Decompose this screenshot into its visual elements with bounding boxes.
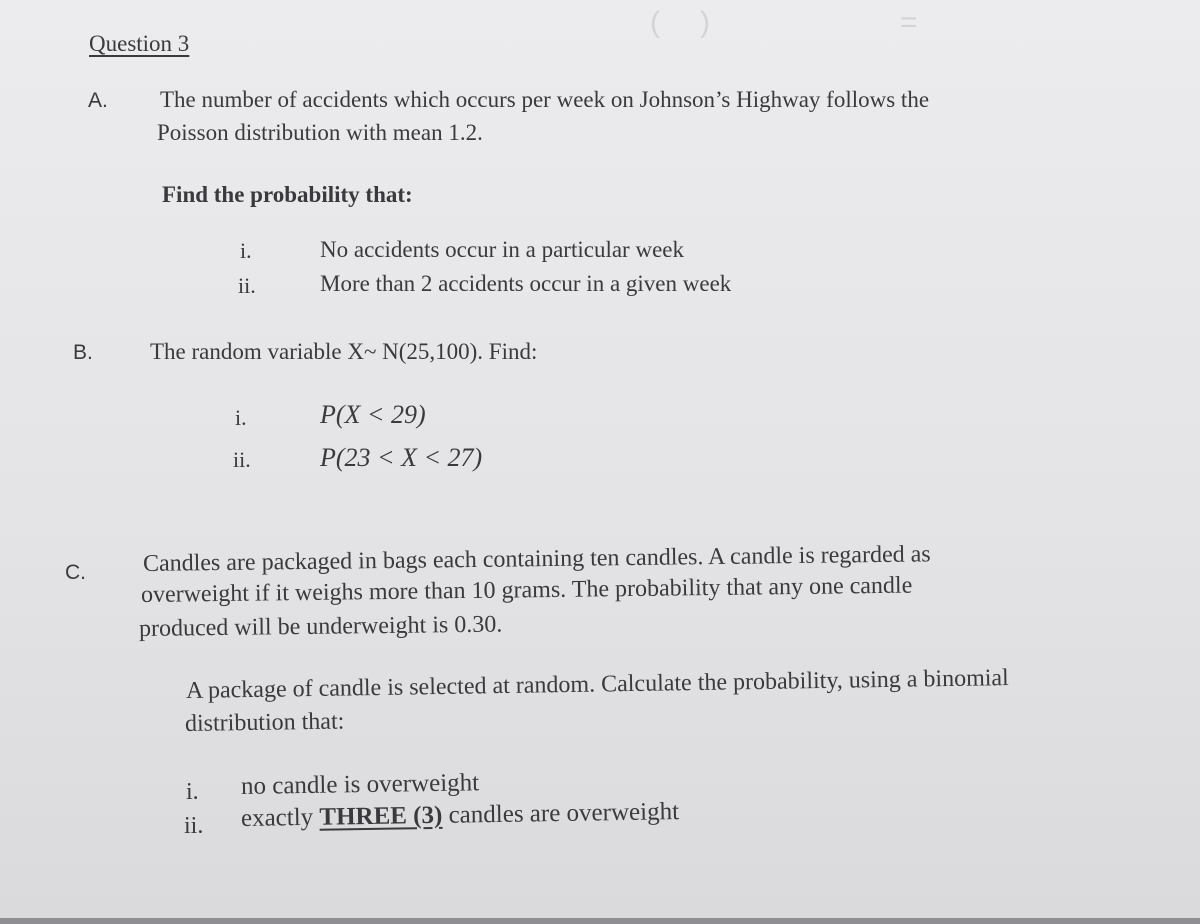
part-b-item-2-number: ii. bbox=[233, 447, 251, 472]
faint-mark: ) bbox=[700, 6, 710, 39]
part-c-line-1: Candles are packaged in bags each containing ten candles. A candle is regarded as bbox=[142, 541, 931, 577]
part-a-instruction: Find the probability that: bbox=[162, 182, 413, 207]
part-c-item-1-number: i. bbox=[186, 779, 199, 805]
part-a-line-1: The number of accidents which occurs per week on Johnson’s Highway follows the bbox=[160, 87, 930, 112]
part-c-letter: C. bbox=[65, 561, 86, 584]
part-a-line-2: Poisson distribution with mean 1.2. bbox=[157, 120, 483, 145]
part-c-item-2-emphasis: THREE (3) bbox=[319, 801, 443, 831]
part-c-item-2-prefix: exactly bbox=[240, 803, 320, 832]
part-c-line-5: distribution that: bbox=[184, 708, 345, 737]
part-c-line-3: produced will be underweight is 0.30. bbox=[138, 611, 503, 642]
part-b-stem: The random variable X~ N(25,100). Find: bbox=[150, 339, 538, 364]
part-b-item-1-expression: P(X < 29) bbox=[320, 400, 426, 429]
part-a-item-1-text: No accidents occur in a particular week bbox=[320, 237, 684, 262]
part-b-item-1-number: i. bbox=[235, 405, 247, 430]
question-heading: Question 3 bbox=[89, 31, 190, 56]
part-c-item-2-number: ii. bbox=[184, 813, 204, 839]
part-c-item-2-suffix: candles are overweight bbox=[442, 798, 680, 829]
page-bottom-edge bbox=[0, 918, 1200, 924]
faint-mark: ( bbox=[650, 6, 660, 39]
part-c-line-2: overweight if it weighs more than 10 grams. The probability that any one candle bbox=[140, 572, 913, 608]
part-b-item-2-expression: P(23 < X < 27) bbox=[320, 443, 483, 472]
part-a-item-2-text: More than 2 accidents occur in a given week bbox=[320, 271, 732, 296]
part-a-letter: A. bbox=[88, 89, 108, 112]
faint-mark: = bbox=[900, 6, 918, 39]
part-a-item-2-number: ii. bbox=[238, 273, 256, 298]
part-a-item-1-number: i. bbox=[240, 238, 252, 263]
part-b-letter: B. bbox=[73, 341, 93, 364]
part-c-item-1-text: no candle is overweight bbox=[240, 769, 480, 800]
part-c-item-2-text bbox=[241, 799, 679, 831]
part-c-line-4: A package of candle is selected at random. Calculate the probability, using a binomial bbox=[185, 665, 1009, 704]
